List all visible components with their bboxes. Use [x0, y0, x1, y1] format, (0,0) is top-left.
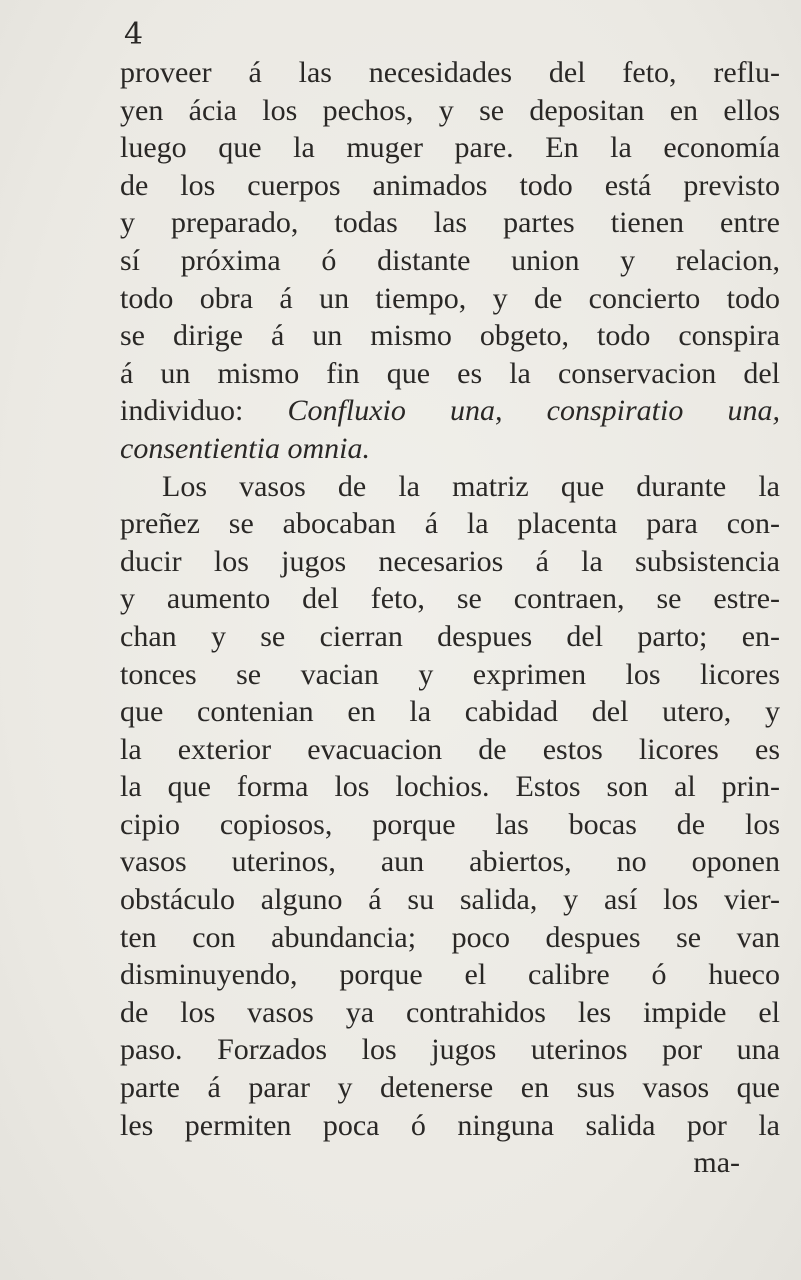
- text-line: obstáculo alguno á su salida, y así los vier-: [120, 883, 780, 917]
- text-line: y aumento del feto, se contraen, se estre-: [120, 582, 780, 616]
- text-line: y preparado, todas las partes tienen entre: [120, 206, 780, 240]
- body-text: [120, 54, 780, 1182]
- text-line: cipio copiosos, porque las bocas de los: [120, 807, 780, 841]
- paragraph-start-line: Los vasos de la matriz que durante la: [162, 469, 780, 503]
- text-line: ten con abundancia; poco despues se van: [120, 920, 780, 954]
- text-line: les permiten poca ó ninguna salida por la: [120, 1108, 780, 1142]
- text-line: que contenian en la cabidad del utero, y: [120, 695, 780, 729]
- text-line: vasos uterinos, aun abiertos, no oponen: [120, 845, 780, 879]
- text-line: paso. Forzados los jugos uterinos por una: [120, 1033, 780, 1067]
- text-line: disminuyendo, porque el calibre ó hueco: [120, 958, 780, 992]
- text-line: la exterior evacuacion de estos licores es: [120, 732, 780, 766]
- text-line: tonces se vacian y exprimen los licores: [120, 657, 780, 691]
- text-line: parte á parar y detenerse en sus vasos que: [120, 1071, 780, 1105]
- text-line: á un mismo fin que es la conservacion del: [120, 356, 780, 390]
- text-line: luego que la muger pare. En la economía: [120, 131, 780, 165]
- text-line: proveer á las necesidades del feto, reflu-: [120, 56, 780, 89]
- catchword: ma-: [693, 1146, 740, 1180]
- latin-quote: Confluxio una, conspiratio una,: [287, 394, 780, 428]
- page-number: 4: [124, 17, 144, 52]
- text-line: chan y se cierran despues del parto; en-: [120, 619, 780, 653]
- text-line: se dirige á un mismo obgeto, todo conspira: [120, 319, 780, 353]
- text-line: todo obra á un tiempo, y de concierto todo: [120, 281, 780, 315]
- text-line-latin-quote: [120, 392, 780, 430]
- text-line: la que forma los lochios. Estos son al prin-: [120, 770, 780, 804]
- text-line: ducir los jugos necesarios á la subsistencia: [120, 544, 780, 578]
- text-line: sí próxima ó distante union y relacion,: [120, 243, 780, 277]
- text-line: yen ácia los pechos, y se depositan en ellos: [120, 93, 780, 127]
- text-line-latin-quote-end: consentientia omnia.: [120, 431, 370, 465]
- text-line: de los cuerpos animados todo está previsto: [120, 168, 780, 202]
- text-line: preñez se abocaban á la placenta para con-: [120, 507, 780, 541]
- text-line: de los vasos ya contrahidos les impide el: [120, 995, 780, 1029]
- text-segment: individuo:: [120, 394, 288, 428]
